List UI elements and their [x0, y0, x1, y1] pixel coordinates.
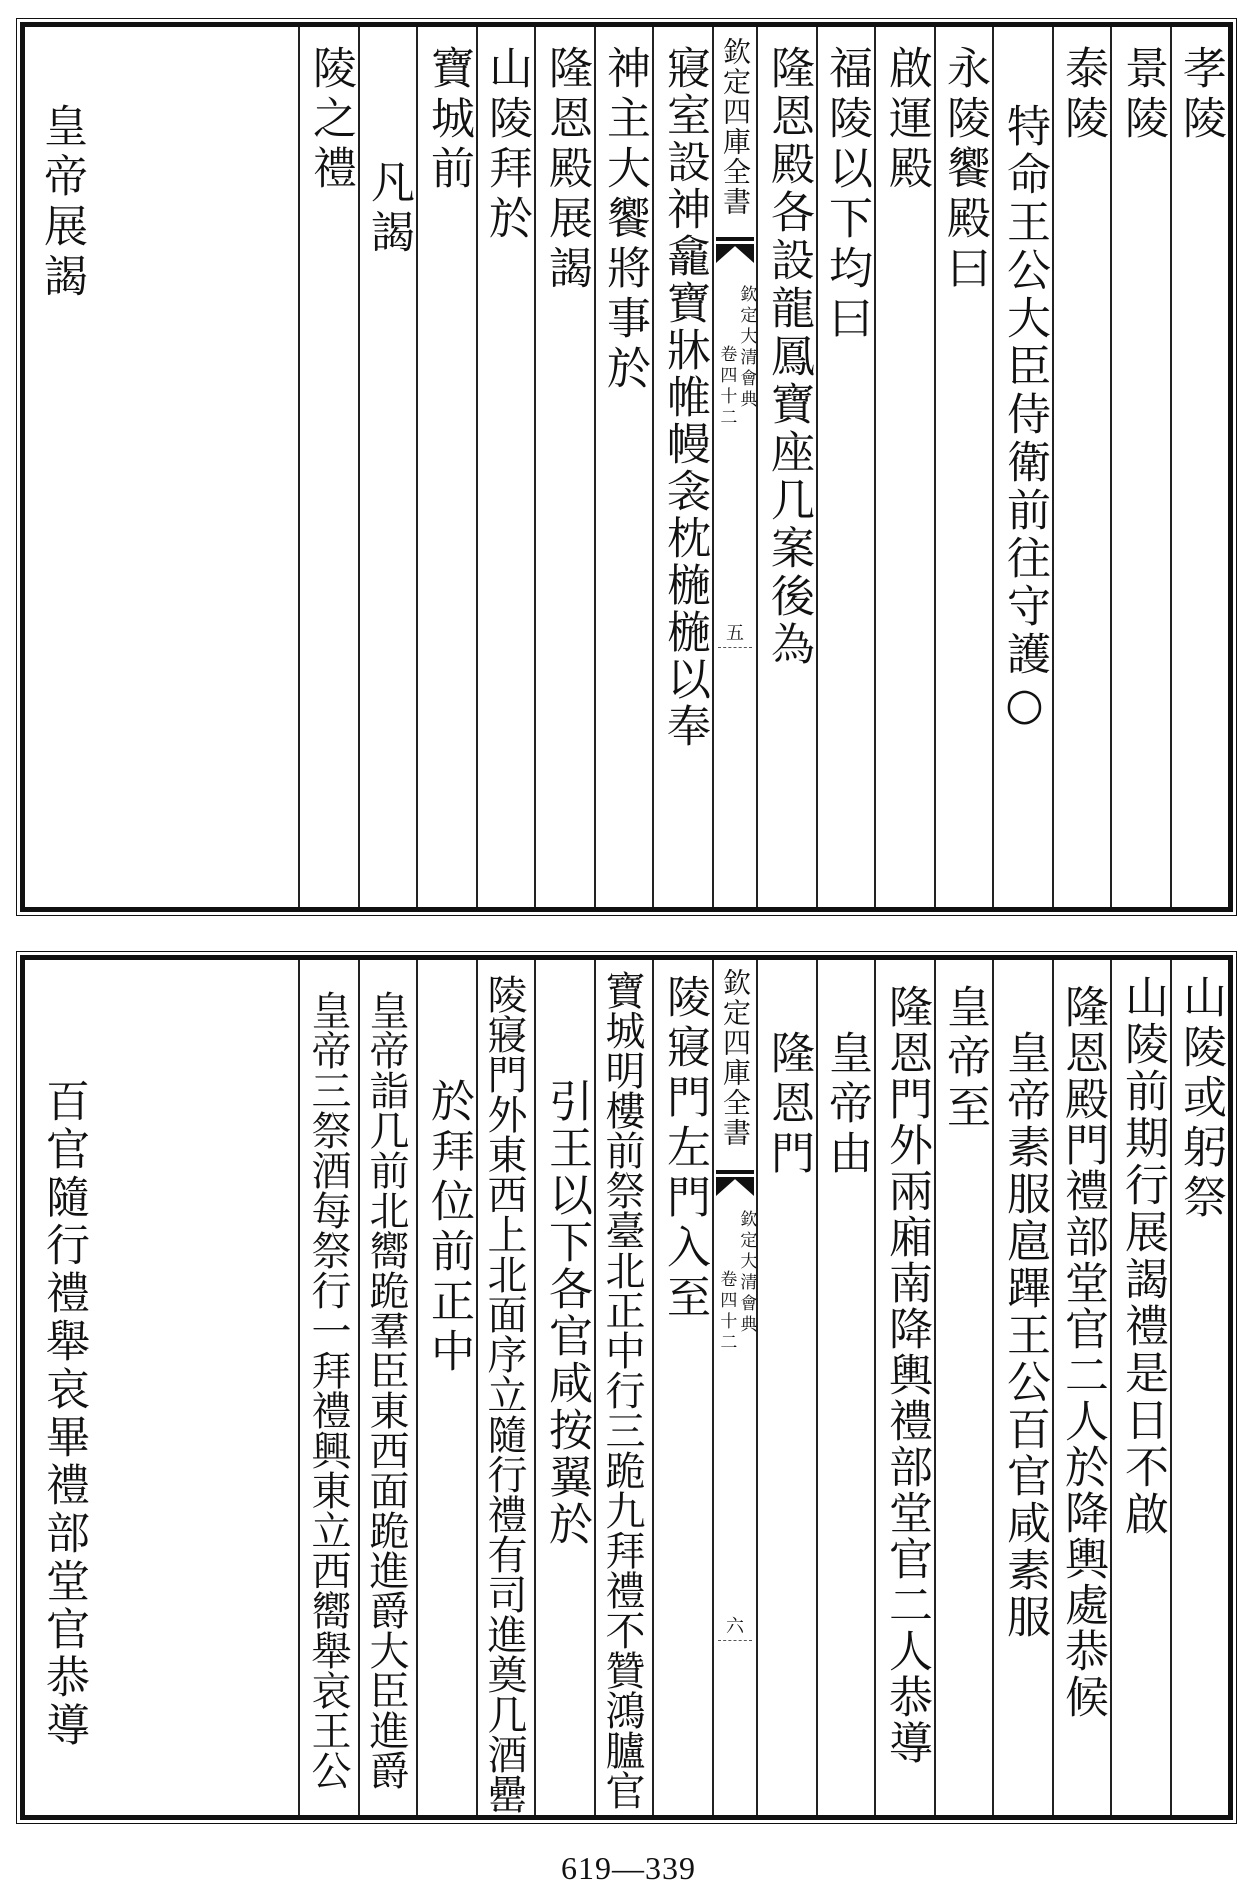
folio-rule: [718, 1640, 752, 1641]
column-text: 永陵饗殿曰: [939, 45, 990, 295]
text-column: [1052, 960, 1110, 1815]
sub-title: 欽定大清會典: [736, 285, 757, 411]
text-column: [874, 27, 934, 907]
column-text: 陵之禮: [305, 45, 356, 195]
column-text: 神主大饗將事於: [599, 45, 650, 395]
text-column: [534, 27, 594, 907]
column-text: 景陵: [1117, 45, 1168, 145]
text-column: [992, 27, 1052, 907]
column-text: 皇帝三祭酒每祭行一拜禮興東立西嚮舉哀王公: [305, 990, 351, 1790]
text-column: [534, 960, 594, 1815]
column-text: 山陵拜於: [481, 45, 532, 245]
column-text: 百官隨行禮舉哀畢禮部堂官恭導: [38, 1078, 89, 1750]
sub-title: 欽定大清會典: [736, 1210, 757, 1336]
column-text: 隆恩門: [763, 1030, 814, 1180]
center-fold-strip: [712, 960, 756, 1815]
column-text: 隆恩殿各設龍鳳寶座几案後為: [763, 45, 814, 669]
column-text: 山陵或躬祭: [1175, 974, 1226, 1224]
column-text: 凡謁: [363, 159, 414, 259]
column-text: 隆恩殿門禮部堂官二人於降輿處恭候: [1057, 984, 1108, 1720]
column-text: 寶城明樓前祭臺北正中行三跪九拜禮不贊鴻臚官: [599, 970, 645, 1810]
book-title: 欽定四庫全書: [719, 37, 752, 217]
folio-number: 六: [726, 1616, 744, 1637]
column-text: 寢室設神龕寶牀帷幔衾枕椸椸以奉: [659, 45, 710, 750]
column-text: 泰陵: [1057, 45, 1108, 145]
column-text: 皇帝至: [939, 984, 990, 1134]
top-columns: [25, 27, 1228, 907]
chapter-label: 卷四十二: [716, 1270, 737, 1354]
folio-rule: [718, 647, 752, 648]
fishtail-mark: [716, 237, 754, 263]
column-text: 隆恩殿展謁: [541, 45, 592, 295]
page-number: 619—339: [561, 1850, 696, 1886]
text-column: [358, 960, 416, 1815]
column-text: 啟運殿: [881, 45, 932, 195]
column-text: 寶城前: [423, 45, 474, 195]
text-column: [652, 960, 712, 1815]
top-page: [20, 22, 1233, 912]
text-column: [1110, 960, 1170, 1815]
text-column: [816, 27, 874, 907]
text-column: [416, 27, 476, 907]
text-column: [25, 960, 298, 1815]
text-column: [1052, 27, 1110, 907]
text-column: [298, 960, 358, 1815]
column-text: 隆恩門外兩廂南降輿禮部堂官二人恭導: [881, 984, 932, 1766]
column-text: 引王以下各官咸按翼於: [541, 1078, 592, 1548]
center-fold-strip: [712, 27, 756, 907]
column-text: 陵寢門左門入至: [659, 974, 710, 1324]
text-column: [934, 27, 992, 907]
column-text: 於拜位前正中: [423, 1078, 474, 1378]
text-column: [1170, 27, 1228, 907]
text-column: [816, 960, 874, 1815]
text-column: [476, 960, 534, 1815]
column-text: 皇帝素服扈蹕王公百官咸素服: [999, 1030, 1050, 1641]
fishtail-mark: [716, 1170, 754, 1196]
chapter-label: 卷四十二: [716, 345, 737, 429]
column-text: 特命王公大臣侍衛前往守護○: [999, 103, 1050, 734]
text-column: [298, 27, 358, 907]
text-column: [476, 27, 534, 907]
text-column: [25, 27, 298, 907]
text-column: [874, 960, 934, 1815]
column-text: 皇帝展謁: [36, 103, 87, 303]
text-column: [756, 27, 816, 907]
text-column: [756, 960, 816, 1815]
column-text: 山陵前期行展謁禮是日不啟: [1117, 974, 1168, 1538]
column-text: 孝陵: [1175, 45, 1226, 145]
text-column: [652, 27, 712, 907]
book-title: 欽定四庫全書: [719, 968, 752, 1148]
text-column: [416, 960, 476, 1815]
column-text: 福陵以下均曰: [821, 45, 872, 345]
text-column: [934, 960, 992, 1815]
text-column: [1110, 27, 1170, 907]
bottom-columns: [25, 960, 1228, 1815]
text-column: [358, 27, 416, 907]
folio-number: 五: [726, 623, 744, 644]
bottom-page: [20, 955, 1233, 1820]
column-text: 皇帝詣几前北嚮跪羣臣東西面跪進爵大臣進爵: [363, 990, 409, 1790]
text-column: [594, 27, 652, 907]
column-text: 皇帝由: [821, 1030, 872, 1180]
text-column: [1170, 960, 1228, 1815]
text-column: [992, 960, 1052, 1815]
text-column: [594, 960, 652, 1815]
column-text: 陵寢門外東西上北面序立隨行禮有司進奠几酒罍: [481, 974, 527, 1814]
